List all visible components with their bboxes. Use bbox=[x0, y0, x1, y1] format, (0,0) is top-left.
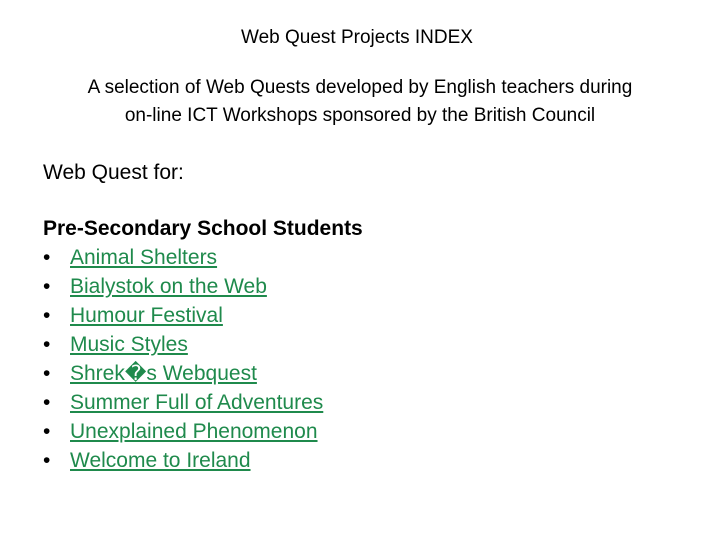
project-link-unexplained-phenomenon[interactable]: Unexplained Phenomenon bbox=[70, 420, 318, 443]
bullet-icon: • bbox=[43, 333, 51, 356]
audience-title: Pre-Secondary School Students bbox=[43, 217, 363, 240]
list-item bbox=[43, 330, 363, 359]
project-link-music-styles[interactable]: Music Styles bbox=[70, 333, 188, 356]
bullet-icon: • bbox=[43, 449, 51, 472]
project-link-humour-festival[interactable]: Humour Festival bbox=[70, 304, 223, 327]
list-item bbox=[43, 446, 363, 475]
subtitle-line-2: on-line ICT Workshops sponsored by the British Council bbox=[124, 105, 596, 126]
bullet-icon: • bbox=[43, 275, 51, 298]
list-item bbox=[43, 359, 363, 388]
bullet-icon: • bbox=[43, 391, 51, 414]
page-title: Web Quest Projects INDEX bbox=[241, 27, 473, 48]
project-list bbox=[43, 243, 363, 475]
project-link-welcome-to-ireland[interactable]: Welcome to Ireland bbox=[70, 449, 251, 472]
project-link-animal-shelters[interactable]: Animal Shelters bbox=[70, 246, 218, 269]
page-subtitle bbox=[40, 74, 680, 130]
list-item bbox=[43, 243, 363, 272]
project-link-bialystok-on-the-web[interactable]: Bialystok on the Web bbox=[70, 275, 267, 298]
list-item bbox=[43, 388, 363, 417]
section-heading: Web Quest for: bbox=[43, 161, 184, 184]
list-item bbox=[43, 417, 363, 446]
bullet-icon: • bbox=[43, 362, 51, 385]
pre-secondary-section bbox=[43, 214, 363, 475]
bullet-icon: • bbox=[43, 304, 51, 327]
bullet-icon: • bbox=[43, 246, 51, 269]
project-link-shreks-webquest[interactable]: Shrek�s Webquest bbox=[70, 362, 257, 385]
bullet-icon: • bbox=[43, 420, 51, 443]
list-item bbox=[43, 272, 363, 301]
project-link-summer-full-of-adventures[interactable]: Summer Full of Adventures bbox=[70, 391, 324, 414]
list-item bbox=[43, 301, 363, 330]
subtitle-line-1: A selection of Web Quests developed by English teachers during bbox=[87, 77, 633, 98]
